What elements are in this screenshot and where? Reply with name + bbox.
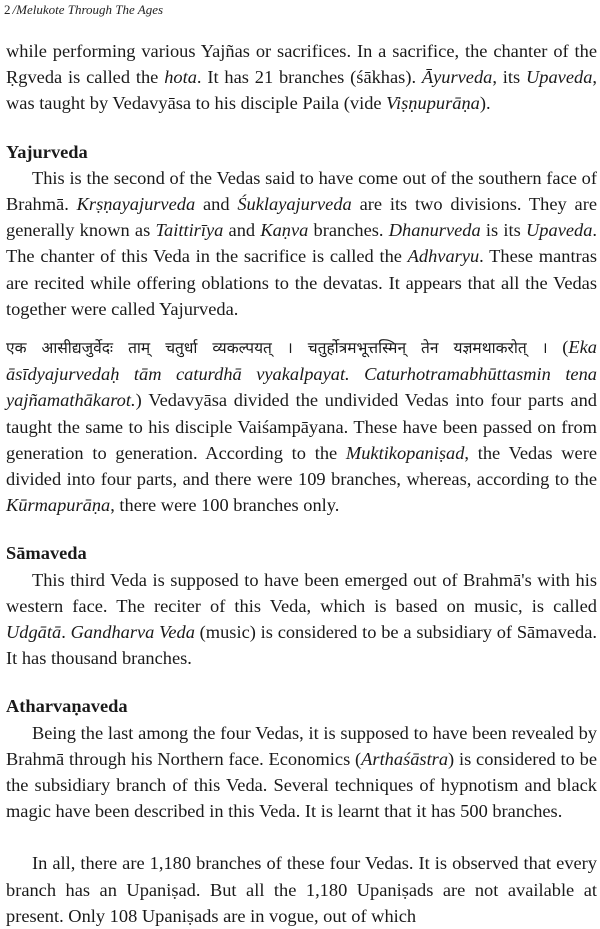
text-run: is called the	[62, 67, 165, 88]
page-body	[6, 38, 597, 929]
term-taittiriya: Taittirīya	[155, 220, 224, 241]
text-run: , the Vedas were divided into four parts, and there were 109 branches, whereas, according to the	[6, 442, 597, 490]
page-number: 2	[4, 2, 11, 17]
paragraph-rgveda-continued	[6, 38, 597, 117]
text-run: branches.	[308, 220, 389, 241]
term-dhanurveda: Dhanurveda	[388, 220, 481, 241]
paragraph-gap	[6, 322, 597, 334]
text-run: . It has 21 branches (śākhas).	[196, 67, 422, 88]
section-heading-samaveda: Sāmaveda	[6, 543, 87, 564]
term-suklayajurveda: Śuklayajurveda	[237, 194, 352, 215]
text-run: This is the second of the Vedas said to have come out of the southern face of Brahmā.	[6, 167, 597, 215]
term-upaveda: Upaveda	[526, 220, 593, 241]
running-head	[4, 2, 163, 18]
term-arthasastra: Arthaśāstra	[361, 748, 449, 769]
text-run: ) is considered to be the subsidiary branch of this Veda. Several techniques of hypnotism and black magic have been described in this Veda. It is learnt that it has 500 branches.	[6, 748, 597, 822]
term-ayurveda: Āyurveda	[421, 67, 493, 88]
text-run: , its	[492, 67, 527, 88]
text-run: In all, there are 1,180 branches of these four Vedas. It is observed that every branch has an Upaniṣad. But all the 1,180 Upaniṣads are not available at present. Only 108 Upaniṣads are in vogue, out of which	[6, 853, 597, 926]
text-run: , there were 100 branches only.	[110, 495, 340, 516]
paragraph-gap	[6, 824, 597, 850]
term-muktikopanisad: Muktikopaniṣad	[345, 442, 465, 463]
paragraph-yajurveda-1	[6, 165, 597, 322]
book-title: Melukote Through The Ages	[16, 2, 164, 17]
text-run: This third Veda is supposed to have been emerged out of Brahmā's with his western face. The reciter of this Veda, which is based on music, is called	[6, 569, 597, 616]
text-run: (music) is considered to be a subsidiary of Sāmaveda. It has thousand branches.	[6, 622, 597, 669]
text-run: are its two divisions. They are generally known as	[6, 194, 597, 241]
section-heading-atharvanaveda: Atharvaṇaveda	[6, 696, 128, 717]
term-visnupurana: Viṣṇupurāṇa	[386, 93, 480, 114]
text-run: is its	[480, 220, 527, 241]
text-run: , was taught by Vedavyāsa to his disciple Paila (vide	[6, 67, 598, 114]
paragraph-closing	[6, 850, 597, 929]
text-run: (	[547, 337, 569, 358]
paragraph-yajurveda-2	[6, 334, 597, 518]
text-run: while performing various Yajñas or sacrifices. In a sacrifice, the chanter of the	[6, 41, 597, 61]
text-run: . The chanter of this Veda in the sacrifice is called the	[6, 220, 598, 267]
sanskrit-verse: एक आसीद्यजुर्वेदः ताम् चतुर्धा व्यकल्पयत् । चतुर्होत्रमभूत्तस्मिन् तेन यज्ञमथाकरोत् ।	[6, 339, 548, 358]
term-kurmapurana: Kūrmapurāṇa	[6, 495, 111, 516]
paragraph-samaveda	[6, 567, 597, 672]
term-hota: hota	[164, 67, 197, 88]
text-run: .	[61, 622, 71, 643]
term-krsnayajurveda: Krṣṇayajurveda	[76, 194, 196, 215]
term-adhvaryu: Adhvaryu	[407, 246, 480, 267]
verse-transliteration: Eka āsīdyajurvedaḥ tām caturdhā vyakalpayat. Caturhotramabhūttasmin tena yajñamathākarot.	[6, 337, 597, 411]
term-rgveda: Ṛgveda	[6, 67, 63, 88]
term-udgata: Udgātā	[6, 622, 62, 643]
text-run: ).	[479, 93, 491, 114]
section-heading-yajurveda: Yajurveda	[6, 141, 88, 162]
term-upaveda: Upaveda	[526, 67, 593, 88]
paragraph-atharvanaveda	[6, 720, 597, 825]
text-run: ) Vedavyāsa divided the undivided Vedas into four parts and taught the same to his disciple Vaiśampāyana. These have been passed on from generation to generation. According to the	[6, 390, 597, 463]
term-kanva: Kaṇva	[260, 220, 309, 241]
text-run: . These mantras are recited while offering oblations to the devatas. It appears that all the Vedas together were called Yajurveda.	[6, 246, 597, 319]
term-gandharva-veda: Gandharva Veda	[70, 622, 195, 643]
text-run: Being the last among the four Vedas, it is supposed to have been revealed by Brahmā through his Northern face. Economics (	[6, 722, 597, 769]
text-run: and	[223, 220, 261, 241]
text-run: and	[195, 194, 238, 215]
running-head-separator: /	[12, 2, 17, 17]
